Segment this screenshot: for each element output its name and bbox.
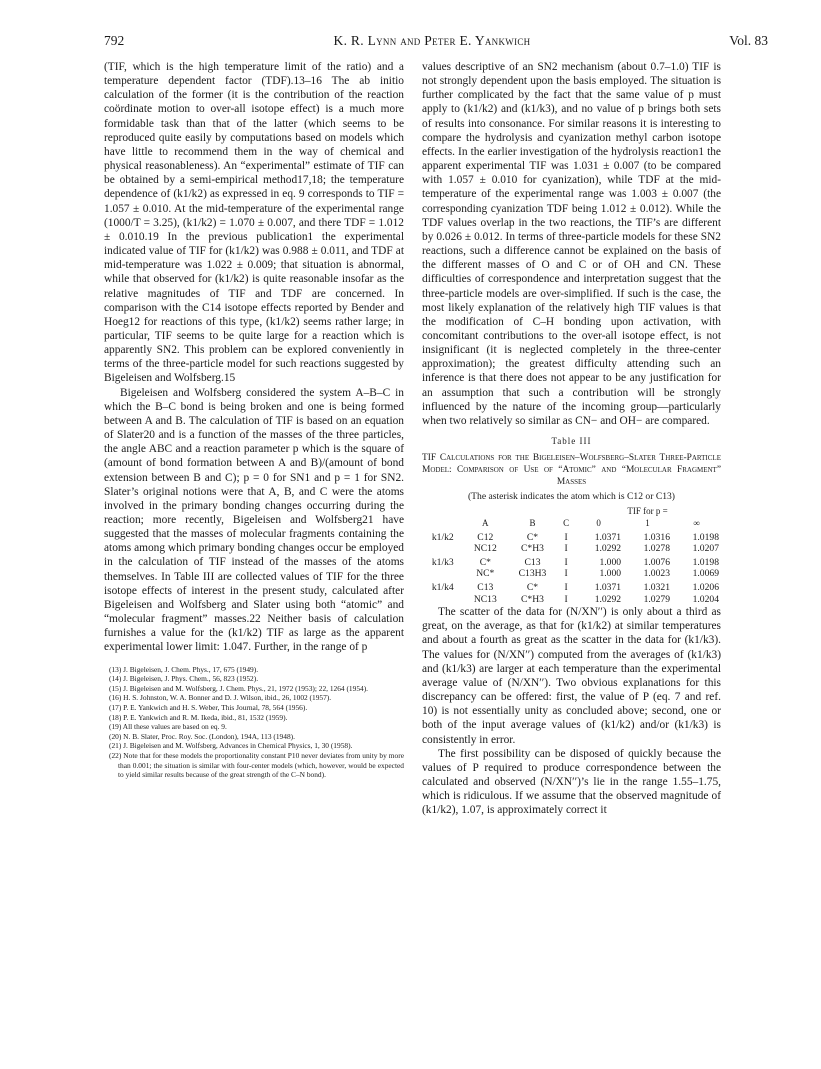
table-cell: NC13 xyxy=(473,593,497,605)
table-cell: I xyxy=(564,568,568,580)
paragraph: Bigeleisen and Wolfsberg considered the system A–B–C in which the B–C bond is being broken and one is being formed between A and B. The calculation of TIF is based on an equation of Slater20 and is a function of the masses of the three particles, the angle ABC and a reaction parameter p which is the square of (amount of bond formation between A and B)/(amount of bond extension between B and C); p = 0 for SN1 and p = 1 for SN2. Slater’s original notions were that A, B, and C were the atoms involved in the primary bonding changes occurring during the reaction; more recently, Bigeleisen and Wolfsberg21 have suggested that the masses of molecular fragments containing the atoms among which primary bonding changes occur be employed in the calculation of TIF instead of the masses of the atoms themselves. In Table III are collected values of TIF for the three isotope effects of interest in the present study, calculated after Bigeleisen and Wolfsberg and Slater using both “atomic” and “molecular fragment” masses.22 Neither basis of calculation furnishes a value for the (k1/k2) TIF as large as the apparent experimental lower limit: 1.047. Further, in the range of p xyxy=(104,386,404,654)
table-cell: 1.0371 xyxy=(594,581,622,593)
page-number: 792 xyxy=(104,33,125,48)
column-header: 0 xyxy=(596,517,601,528)
table-cell: 1.000 xyxy=(599,568,622,580)
row-group-label: k1/k4 xyxy=(431,581,454,593)
paragraph: (TIF, which is the high temperature limit of the ratio) and a temperature dependent factor (TDF).13–16 The ab initio calculation of the former (it is the contribution of the reaction coördinate motion to over-all isotope effect) is a much more formidable task than that of the latter (which seems to be reproduced quite easily by computations based on models which have little to recommend them in the way of chemical and physical reasonableness). An “experimental” estimate of TIF can be obtained by a semi-empirical method17,18; the temperature dependence of (k1/k2) as expressed in eq. 9 corresponds to TIF = 1.057 ± 0.010. At the mid-temperature of the experimental range (1000/T = 3.25), (k1/k2) = 1.070 ± 0.007, and there TDF = 1.012 ± 0.010.19 In the previous publication1 the experimental indicated value of TIF for (k1/k2) was 0.988 ± 0.011, and TDF at mid-temperature was 1.022 ± 0.009; that situation is abnormal, while that observed for (k1/k2) is quite reasonable insofar as the relative magnitudes of TIF and TDF are concerned. In comparison with the C14 isotope effects reported by Bender and Hoeg12 for reactions of this type, (k1/k2) seems rather large; in particular, TIF seems to be quite large for a reaction which is apparently SN2. This problem can be explored conveniently in terms of the three-particle model for such reactions suggested by Bigeleisen and Wolfsberg.15 xyxy=(104,61,404,385)
table-cell: 1.0316 xyxy=(643,531,670,543)
row-group-label: k1/k3 xyxy=(431,556,454,568)
footnote: (18) P. E. Yankwich and R. M. Ikeda, ibid., 81, 1532 (1959). xyxy=(109,712,288,722)
table-cell: C*H3 xyxy=(521,593,544,605)
table-caption: TIF Calculations for the Bigeleisen–Wolfsberg–Slater Three-Particle Model: Comparison of Use of “Atomic” and “Molecular Fragment” Masses xyxy=(422,453,721,488)
table-cell: 1.0198 xyxy=(692,531,719,543)
table-cell: I xyxy=(564,556,568,568)
footnote: (13) J. Bigeleisen, J. Chem. Phys., 17, 675 (1949). xyxy=(109,664,259,674)
volume-label: Vol. 83 xyxy=(729,33,768,48)
left-column xyxy=(104,60,404,780)
column-header: ∞ xyxy=(693,517,700,528)
table-cell: 1.0204 xyxy=(692,593,719,605)
table-cell: 1.0207 xyxy=(692,543,719,555)
table-cell: 1.000 xyxy=(599,556,622,568)
table-cell: C* xyxy=(526,531,539,543)
table-cell: C*H3 xyxy=(521,543,544,555)
footnote: (17) P. E. Yankwich and H. S. Weber, This Journal, 78, 564 (1956). xyxy=(109,702,308,712)
footnote: (20) N. B. Slater, Proc. Roy. Soc. (London), 194A, 113 (1948). xyxy=(109,731,295,741)
table-cell: C13 xyxy=(477,581,494,593)
tif-table xyxy=(422,506,721,605)
footnotes xyxy=(104,665,404,780)
table-row xyxy=(422,555,721,569)
table-row xyxy=(422,530,721,544)
table-cell: 1.0206 xyxy=(692,581,719,593)
table-cell: 1.0278 xyxy=(643,543,670,555)
table-cell: 1.0198 xyxy=(692,556,719,568)
table-row xyxy=(422,594,721,606)
table-cell: I xyxy=(564,543,568,555)
table-cell: I xyxy=(564,581,568,593)
footnote: (16) H. S. Johnston, W. A. Bonner and D. J. Wilson, ibid., 26, 1002 (1957). xyxy=(109,693,332,703)
table-row xyxy=(422,568,721,580)
footnote: (21) J. Bigeleisen and M. Wolfsberg, Advances in Chemical Physics, 1, 30 (1958). xyxy=(109,741,353,751)
table-cell: C13 xyxy=(524,556,541,568)
table-cell: C* xyxy=(479,556,491,568)
paragraph: The scatter of the data for (N/XN′′) is only about a third as great, on the average, as that for (k1/k2) at similar temperatures and about a fourth as great as the scatter in the data for (k1/k3). The values for (N/XN′′) computed from the averages of (k1/k3) and (k1/k3) are larger at each temperature than the experimental average value of (N/XN′′). Two obvious explanations for this discrepancy can be offered: first, the value of P (eq. 7 and ref. 10) is not essentially unity as concluded above; second, one or both of the input average values of (k1/k2) and/or (k1/k3) is consistently in error. xyxy=(422,606,721,746)
table-number: Table III xyxy=(551,436,592,447)
table-cell: 1.0292 xyxy=(594,593,622,605)
running-head: K. R. Lynn and Peter E. Yankwich xyxy=(333,33,531,48)
table-cell: 1.0371 xyxy=(594,531,622,543)
footnote: (19) All these values are based on eq. 9. xyxy=(109,722,227,732)
table-cell: 1.0292 xyxy=(594,543,622,555)
table-cell: 1.0321 xyxy=(643,581,670,593)
table-cell: C* xyxy=(526,581,539,593)
table-spanner-row xyxy=(422,506,721,518)
page-header xyxy=(96,33,768,49)
table-cell: I xyxy=(564,593,568,605)
table-row xyxy=(422,543,721,555)
table-cell: 1.0069 xyxy=(692,568,719,580)
table-cell: 1.0076 xyxy=(643,556,670,568)
table-note: (The asterisk indicates the atom which is C12 or C13) xyxy=(467,491,676,503)
table-cell: I xyxy=(564,531,568,543)
table-cell: 1.0023 xyxy=(643,568,670,580)
table-row xyxy=(422,580,721,594)
table-header-row xyxy=(422,518,721,530)
table-block xyxy=(422,434,721,605)
column-header: A xyxy=(482,517,489,528)
footnote: (15) J. Bigeleisen and M. Wolfsberg, J. Chem. Phys., 21, 1972 (1953); 22, 1264 (1954). xyxy=(109,683,369,693)
footnote: (14) J. Bigeleisen, J. Phys. Chem., 56, 823 (1952). xyxy=(109,674,259,684)
table-cell: NC12 xyxy=(473,543,497,555)
paragraph: values descriptive of an SN2 mechanism (about 0.7–1.0) TIF is not strongly dependent upon the basis employed. The situation is further complicated by the fact that the same value of p must apply to (k1/k2) and (k1/k3), and no value of p brings both sets of results into consonance. For similar reasons it is interesting to compare the hydrolysis and cyanization methyl carbon isotope effects. In the earlier investigation of the hydrolysis reaction1 the apparent experimental TIF was 1.031 ± 0.007 (to be compared with 1.057 ± 0.010 for cyanization), while TDF at the mid-temperature of the experimental range was 1.003 ± 0.007 (the corresponding cyanization TDF being 1.012 ± 0.012). While the TDF values overlap in the two reactions, the TIF’s are different by 0.026 ± 0.012. In terms of three-particle models for these SN2 reactions, such a difference cannot be explained on the basis of the different masses of O and C or of OH and CN. These difficulties of correspondence and interpretation suggest that the three-particle models are over-simplified. If such is the case, the most likely explanation of the relatively high TIF values is that the modification of C–H bonding upon activation, with concomitant contributions to the over-all isotope effect, is not insignificant (it is neglected completely in the three-center approximation); the greatest difficulty attending such an inference is that there does not appear to be any justification for an assumption that such a contribution will be strongly influenced by the nature of the incoming group—particularly when two relatively so similar as CN− and OH− are compared. xyxy=(422,61,721,427)
table-cell: 1.0279 xyxy=(643,593,670,605)
paragraph: The first possibility can be disposed of quickly because the values of P required to produce correspondence between the calculated and observed (N/XN′′)’s lie in the range 1.55–1.75, which is ridiculous. If we assume that the observed magnitude of (k1/k2), 1.07, is approximately correct it xyxy=(422,747,721,817)
right-column xyxy=(422,60,721,817)
table-cell: C13H3 xyxy=(518,568,547,580)
table-cell: NC* xyxy=(476,568,495,580)
table-cell: C12 xyxy=(477,531,494,543)
column-header: C xyxy=(563,517,570,528)
column-header: B xyxy=(529,517,536,528)
table-spanner: TIF for p = xyxy=(627,506,668,517)
footnote: (22) Note that for these models the proportionality constant P10 never deviates from unity by more than 0.001; the situation is similar with four-center models (which, however, would be expected to yield similar results because of the great strength of the C–N bond). xyxy=(109,750,404,780)
row-group-label: k1/k2 xyxy=(431,531,454,543)
column-header: 1 xyxy=(645,517,650,528)
